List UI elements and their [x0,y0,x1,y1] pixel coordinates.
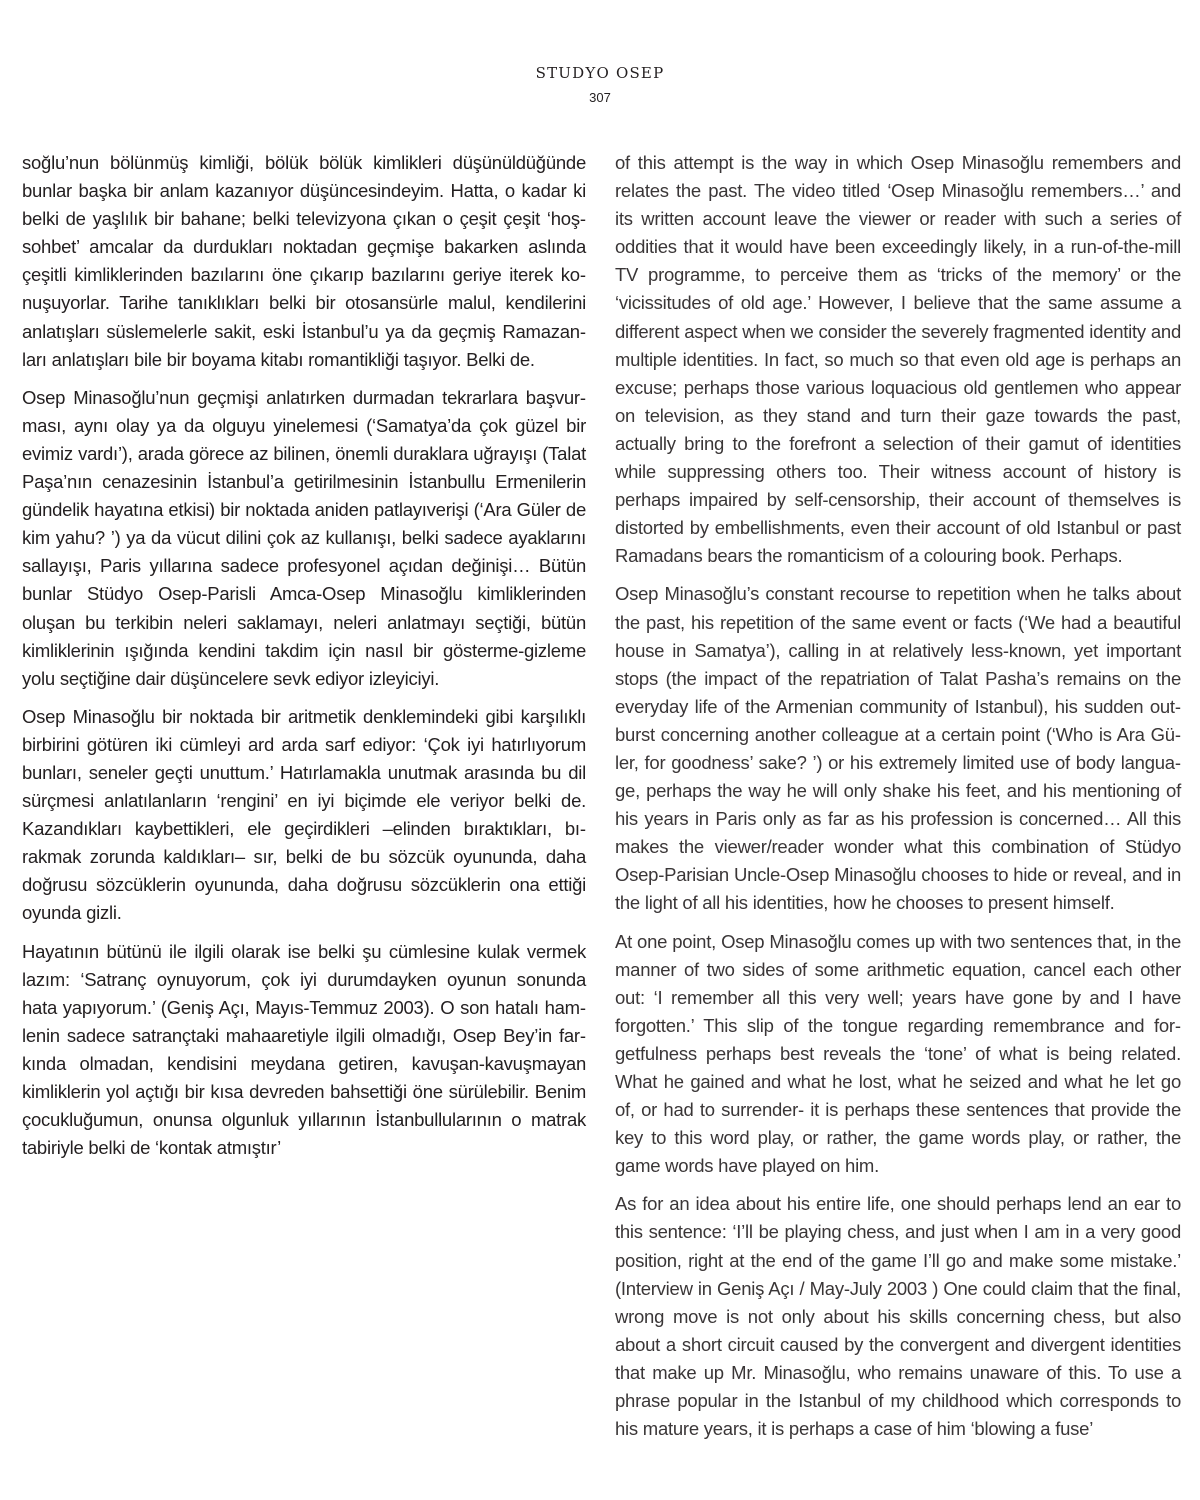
turkish-paragraph-3: Osep Minasoğlu bir noktada bir aritmetik denklemindeki gibi karşılıklı birbirini götüren iki cümleyi ard arda sarf ediyor: ‘Çok iyi hatırlıyorum bunları, seneler geçti unuttum.’ Hatırlamakla unutmak arasında bu dil sürçmesi anlatılanların ‘rengini’ en iyi biçimde ele veriyor belki de. Kazandıkları kaybettikleri, ele geçirdikleri –elinden bıraktıkları, bırakmak zorunda kaldıkları– sır, belki de bu sözcük oyununda, daha doğrusu sözcüklerin oyununda, daha doğrusu sözcüklerin ona ettiği oyunda gizli. [22,705,586,924]
english-paragraph-4: As for an idea about his entire life, one should perhaps lend an ear to this sentence: ‘I’ll be playing chess, and just when I am in a very good position, right at the end of the game I’ll go and make some mistake.’ (Interview in Geniş Açı / May-July 2003 ) One could claim that the final, wrong move is not only about his skills concerning chess, but also about a short circuit caused by the convergent and divergent identities that make up Mr. Minasoğlu, who remains unaware of this. To use a phrase popular in the Istanbul of my childhood which corresponds to his mature years, it is perhaps a case of him ‘blowing a fuse’ [615,1193,1181,1440]
page-number: 307 [589,90,611,105]
turkish-column [22,149,586,1162]
english-paragraph-3: At one point, Osep Minasoğlu comes up with two sentences that, in the manner of two sides of some arithmetic equation, cancel each other out: ‘I remember all this very well; years have gone by and I have forgotten.’ This slip of the tongue regarding remembrance and forgetfulness perhaps best reveals the ‘tone’ of what is being related. What he gained and what he lost, what he seized and what he let go of, or had to surrender- it is perhaps these sentences that provide the key to this word play, or rather, the game words play, or rather, the game words have played on him. [615,930,1181,1177]
english-column [615,149,1181,1443]
english-paragraph-1: of this attempt is the way in which Osep Minasoğlu remembers and relates the past. The video titled ‘Osep Minasoğlu remembers…’ and its written account leave the viewer or reader with such a series of oddities that it would have been exceedingly likely, in a run-of-the-mill TV programme, to perceive them as ‘tricks of the memory’ or the ‘vicissitudes of old age.’ However, I believe that the same assume a different aspect when we consider the severely fragmented identity and multiple identities. In fact, so much so that even old age is perhaps an excuse; perhaps those various loquacious old gentlemen who appear on television, as they stand and turn their gaze towards the past, actually bring to the forefront a selection of their gamut of identities while suppressing others too. Their witness account of history is perhaps impaired by self-censorship, their account of themselves is distorted by embellishments, even their account of old Istanbul or past Ramadans bears the romanticism of a colouring book. Perhaps. [615,152,1181,567]
running-head: STUDYO OSEP [535,64,665,82]
turkish-paragraph-1: soğlu’nun bölünmüş kimliği, bölük bölük kimlikleri düşünüldüğünde bunlar başka bir anlam kazanıyor düşüncesindeyim. Hatta, o kadar ki belki de yaşlılık bir bahane; belki televizyona çıkan o çeşit çeşit ‘hoşsohbet’ amcalar da durdukları noktadan geçmişe bakarken aslında çeşitli kimliklerinden bazılarını öne çıkarıp bazılarını geriye iterek konuşuyorlar. Tarihe tanıklıkları belki bir otosansürle malul, kendilerini anlatışları süslemelerle sakit, eski İstanbul’u ya da geçmiş Ramazanları anlatışları bile bir boyama kitabı romantikliği taşıyor. Belki de. [22,152,586,370]
english-paragraph-2: Osep Minasoğlu’s constant recourse to repetition when he talks about the past, his repetition of the same event or facts (‘We had a beautiful house in Samatya’), calling in at relatively less-known, yet important stops (the impact of the repatriation of Talat Pasha’s remains on the everyday life of the Armenian community of Istanbul), his sudden outburst concerning another colleague at a certain point (‘Who is Ara Güler, for goodness’ sake? ’) or his extremely limited use of body language, perhaps the way he will only shake his feet, and his mentioning of his years in Paris only as far as his profession is concerned… All this makes the viewer/reader wonder what this combination of Stüdyo Osep-Parisian Uncle-Osep Minasoğlu chooses to hide or reveal, and in the light of all his identities, how he chooses to present himself. [615,583,1181,914]
turkish-paragraph-2: Osep Minasoğlu’nun geçmişi anlatırken durmadan tekrarlara başvurması, aynı olay ya da olguyu yinelemesi (‘Samatya’da çok güzel bir evimiz vardı’), arada görece az bilinen, önemli duraklara uğrayışı (Talat Paşa’nın cenazesinin İstanbul’a getirilmesinin İstanbullu Ermenilerin gündelik hayatına etkisi) bir noktada aniden patlayıverişi (‘Ara Güler de kim yahu? ’) ya da vücut dilini çok az kullanışı, belki sadece ayaklarını sallayışı, Paris yıllarına sadece profesyonel açıdan değinişi… Bütün bunlar Stüdyo Osep-Parisli Amca-Osep Minasoğlu kimliklerinden oluşan bu terkibin neleri saklamayı, neleri anlatmayı seçtiği, bütün kimliklerinin ışığında kendini takdim için nasıl bir gösterme-gizleme yolu seçtiğine dair düşüncelere sevk ediyor izleyiciyi. [22,386,586,689]
turkish-paragraph-4: Hayatının bütünü ile ilgili olarak ise belki şu cümlesine kulak vermek lazım: ‘Satranç oynuyorum, çok iyi durumdayken oyunun sonunda hata yapıyorum.’ (Geniş Açı, Mayıs-Temmuz 2003). O son hatalı hamlenin sadece satrançtaki mahaaretiyle ilgili olmadığı, Osep Bey’in farkında olmadan, kendisini meydana getiren, kavuşan-kavuşmayan kimliklerin yol açtığı bir kısa devreden bahsettiği öne sürülebilir. Benim çocukluğumun, onunsa olgunluk yıllarının İstanbullularının o matrak tabiriyle belki de ‘kontak atmıştır’ [22,940,586,1159]
